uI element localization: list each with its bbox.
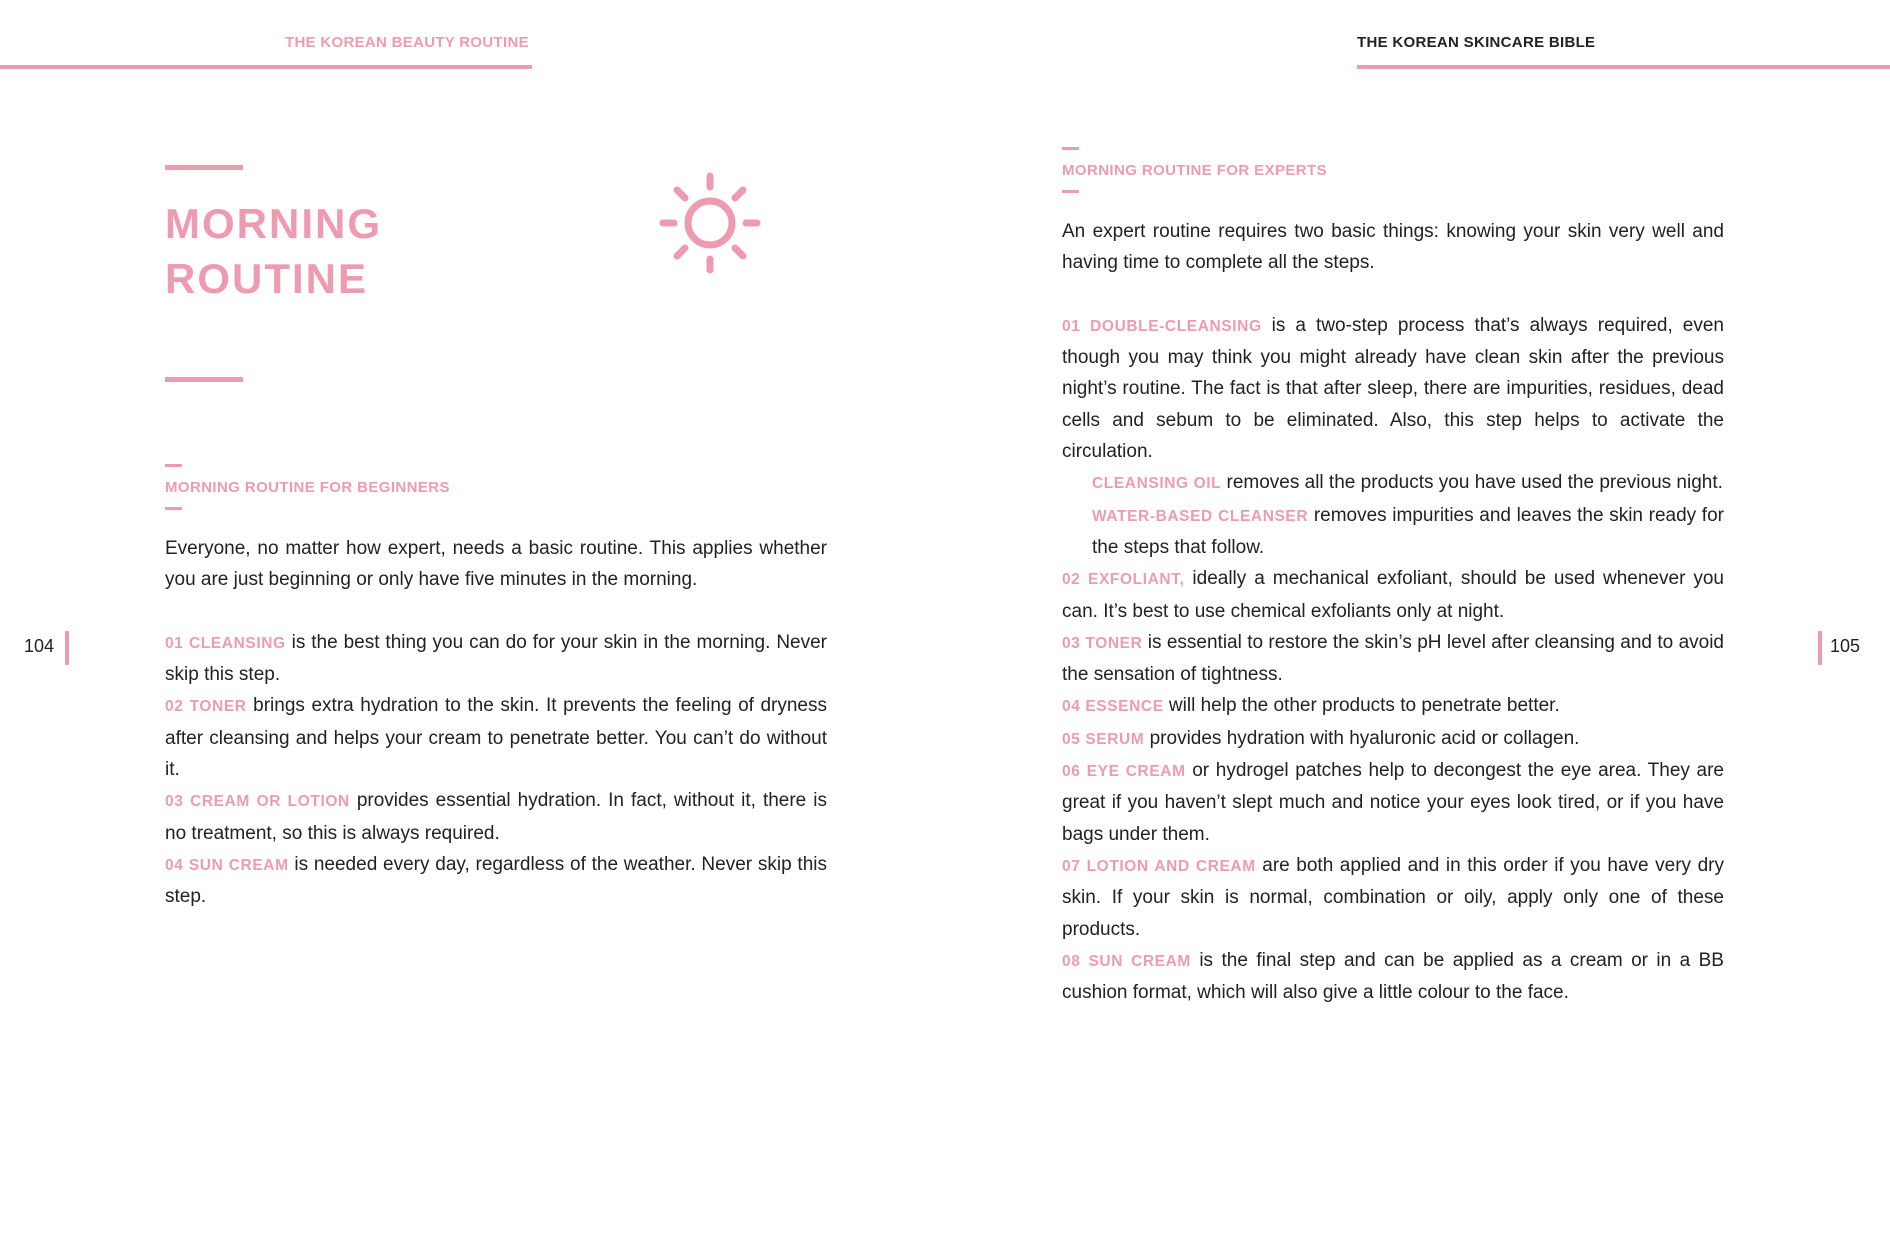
list-item	[1062, 755, 1724, 850]
heading-rule-top	[1062, 147, 1079, 150]
experts-heading-label: MORNING ROUTINE FOR EXPERTS	[1062, 162, 1327, 179]
list-item	[165, 627, 827, 691]
list-item	[165, 849, 827, 913]
left-header-rule	[0, 65, 532, 69]
left-page-number-bar	[65, 631, 69, 665]
step-keyword: 03 CREAM OR LOTION	[165, 793, 350, 811]
list-item	[1062, 690, 1724, 722]
page-title-line-1: MORNING	[165, 200, 382, 247]
step-text: is essential to restore the skin’s pH level after cleansing and to avoid the sensation of tightness.	[1062, 631, 1724, 686]
step-keyword: 02 TONER	[165, 698, 247, 716]
beginners-body	[165, 533, 827, 913]
step-keyword: 06 EYE CREAM	[1062, 763, 1186, 781]
step-text: or hydrogel patches help to decongest the eye area. They are great if you haven’t slept much and notice your eyes look tired, or if you have bags under them.	[1062, 760, 1724, 845]
title-rule-bottom	[165, 377, 243, 382]
step-text: brings extra hydration to the skin. It prevents the feeling of dryness after cleansing and helps your cream to penetrate better. You can’t do without it.	[165, 695, 827, 781]
step-text: is needed every day, regardless of the weather. Never skip this step.	[165, 853, 827, 908]
title-rule-top	[165, 165, 243, 170]
left-running-header: THE KOREAN BEAUTY ROUTINE	[285, 34, 529, 51]
step-keyword: 07 LOTION AND CREAM	[1062, 857, 1256, 875]
list-item	[165, 785, 827, 849]
step-text: is the final step and can be applied as a cream or in a BB cushion format, which will also give a little colour to the face.	[1062, 949, 1724, 1004]
list-item	[1062, 310, 1724, 467]
experts-intro: An expert routine requires two basic things: knowing your skin very well and having time to complete all the steps.	[1062, 221, 1724, 274]
right-running-header: THE KOREAN SKINCARE BIBLE	[1357, 34, 1596, 51]
list-item	[165, 690, 827, 785]
step-text: ideally a mechanical exfoliant, should be used whenever you can. It’s best to use chemical exfoliants only at night.	[1062, 568, 1724, 622]
step-keyword: 03 TONER	[1062, 634, 1143, 652]
experts-body	[1062, 216, 1724, 1008]
list-item	[1062, 500, 1724, 564]
list-item	[1062, 723, 1724, 755]
beginners-heading-label: MORNING ROUTINE FOR BEGINNERS	[165, 479, 450, 496]
step-keyword: 05 SERUM	[1062, 730, 1145, 748]
left-page-number: 104	[24, 636, 55, 656]
list-item	[1062, 945, 1724, 1009]
right-page-number-bar	[1818, 631, 1822, 665]
step-keyword: 01 DOUBLE-CLEANSING	[1062, 317, 1262, 335]
right-page-number: 105	[1830, 636, 1861, 656]
step-keyword: 02 EXFOLIANT,	[1062, 571, 1185, 589]
step-text: are both applied and in this order if you have very dry skin. If your skin is normal, combination or oily, apply only one of these products.	[1062, 854, 1724, 940]
page-title-line-2: ROUTINE	[165, 255, 368, 302]
step-keyword: CLEANSING OIL	[1092, 475, 1222, 493]
list-item	[1062, 563, 1724, 627]
step-text: is a two-step process that’s always required, even though you may think you might already have clean skin after the previous night’s routine. The fact is that after sleep, there are impurities, residues, dead cells and sebum to be eliminated. Also, this step helps to activate the circulation.	[1062, 314, 1724, 463]
beginners-section-heading	[165, 464, 450, 510]
step-keyword: 04 ESSENCE	[1062, 698, 1164, 716]
heading-rule-top	[165, 464, 182, 467]
list-item	[1062, 467, 1724, 499]
step-keyword: 04 SUN CREAM	[165, 856, 289, 874]
heading-rule-bottom	[1062, 190, 1079, 193]
step-keyword: 08 SUN CREAM	[1062, 952, 1191, 970]
step-text: provides hydration with hyaluronic acid or collagen.	[1144, 727, 1580, 749]
heading-rule-bottom	[165, 507, 182, 510]
step-text: will help the other products to penetrate better.	[1163, 695, 1560, 717]
step-text: removes impurities and leaves the skin ready for the steps that follow.	[1092, 504, 1724, 558]
step-text: is the best thing you can do for your skin in the morning. Never skip this step.	[165, 631, 828, 686]
step-text: provides essential hydration. In fact, without it, there is no treatment, so this is always required.	[165, 790, 827, 844]
sun-icon	[655, 168, 765, 278]
step-keyword: 01 CLEANSING	[165, 634, 286, 652]
list-item	[1062, 627, 1724, 691]
page-title	[165, 196, 565, 306]
step-text: removes all the products you have used the previous night.	[1221, 472, 1723, 494]
beginners-intro: Everyone, no matter how expert, needs a basic routine. This applies whether you are just beginning or only have five minutes in the morning.	[165, 538, 827, 591]
step-keyword: WATER-BASED CLEANSER	[1092, 507, 1309, 525]
experts-section-heading	[1062, 147, 1327, 193]
list-item	[1062, 850, 1724, 945]
right-header-rule	[1357, 65, 1890, 69]
